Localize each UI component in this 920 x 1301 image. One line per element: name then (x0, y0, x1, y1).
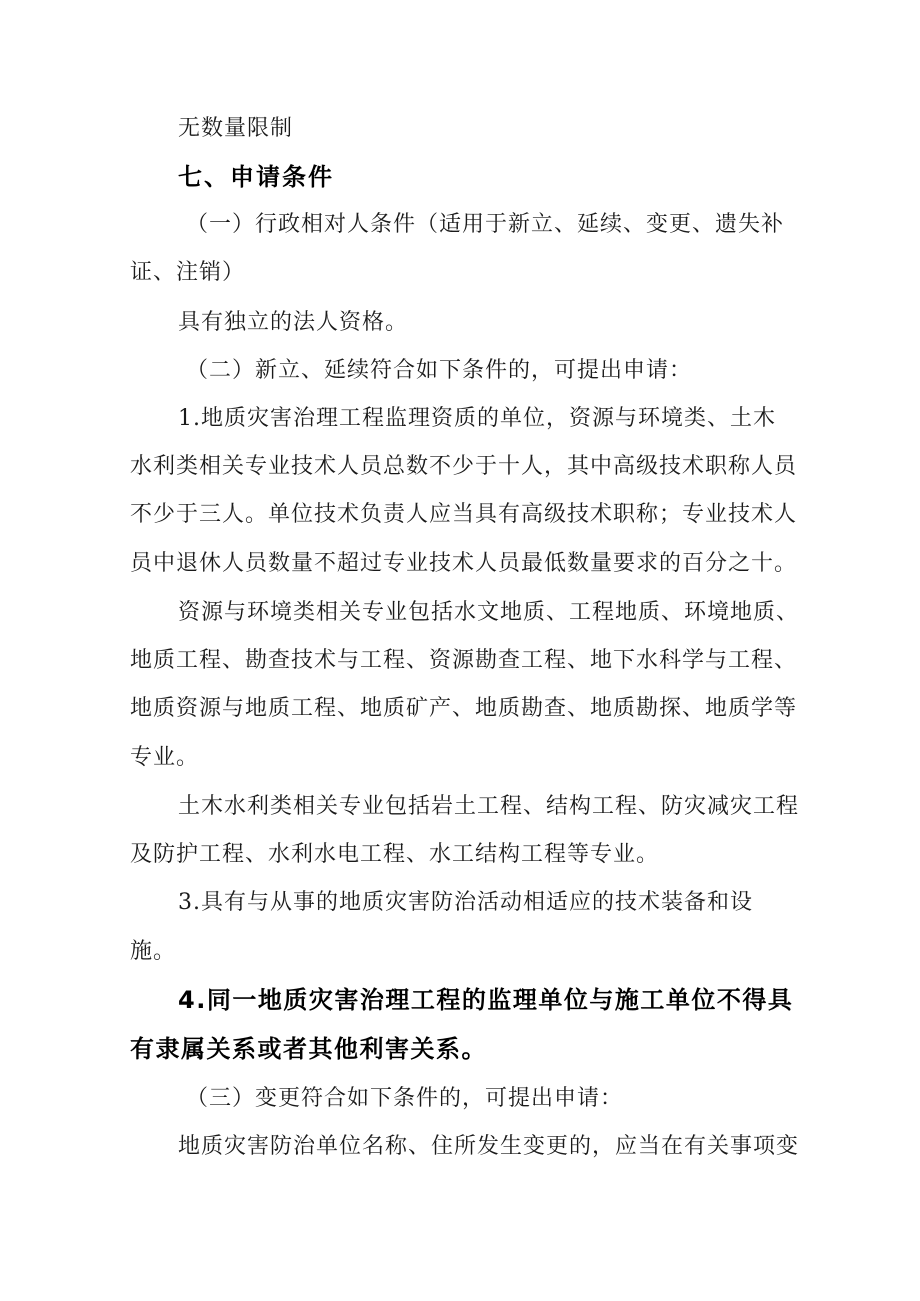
section-heading: 七、申请条件 (178, 163, 334, 191)
text-line: 水利类相关专业技术人员总数不少于十人，其中高级技术职称人员 (130, 454, 798, 479)
bold-text-line: 有隶属关系或者其他利害关系。 (130, 1035, 487, 1063)
subsection-heading-3: （三）变更符合如下条件的，可提出申请： (186, 1086, 624, 1111)
subsection-heading-1: （一）行政相对人条件（适用于新立、延续、变更、遗失补 (186, 212, 785, 237)
text-line: 3.具有与从事的地质灾害防治活动相适应的技术装备和设 (178, 890, 753, 915)
text-line: 地质资源与地质工程、地质矿产、地质勘查、地质勘探、地质学等 (130, 696, 798, 721)
text-line: 具有独立的法人资格。 (178, 310, 409, 335)
text-line: 员中退休人员数量不超过专业技术人员最低数量要求的百分之十。 (130, 551, 798, 576)
text-line: 地质灾害防治单位名称、住所发生变更的，应当在有关事项变 (178, 1134, 800, 1159)
text-line-quantity: 无数量限制 (178, 116, 294, 141)
text-line: 地质工程、勘查技术与工程、资源勘查工程、地下水科学与工程、 (130, 648, 798, 673)
text-line: 资源与环境类相关专业包括水文地质、工程地质、环境地质、 (178, 600, 800, 625)
bold-text-line: 4.同一地质灾害治理工程的监理单位与施工单位不得具 (178, 986, 794, 1014)
subsection-heading-2: （二）新立、延续符合如下条件的，可提出申请： (186, 358, 693, 383)
text-line: 不少于三人。单位技术负责人应当具有高级技术职称；专业技术人 (130, 502, 798, 527)
text-line: 专业。 (130, 745, 200, 770)
text-line: 证、注销） (130, 260, 246, 285)
text-line: 土木水利类相关专业包括岩土工程、结构工程、防灾减灾工程 (178, 794, 800, 819)
text-line: 1.地质灾害治理工程监理资质的单位，资源与环境类、土木 (178, 406, 776, 431)
text-line: 及防护工程、水利水电工程、水工结构工程等专业。 (130, 842, 660, 867)
text-line: 施。 (130, 939, 177, 964)
